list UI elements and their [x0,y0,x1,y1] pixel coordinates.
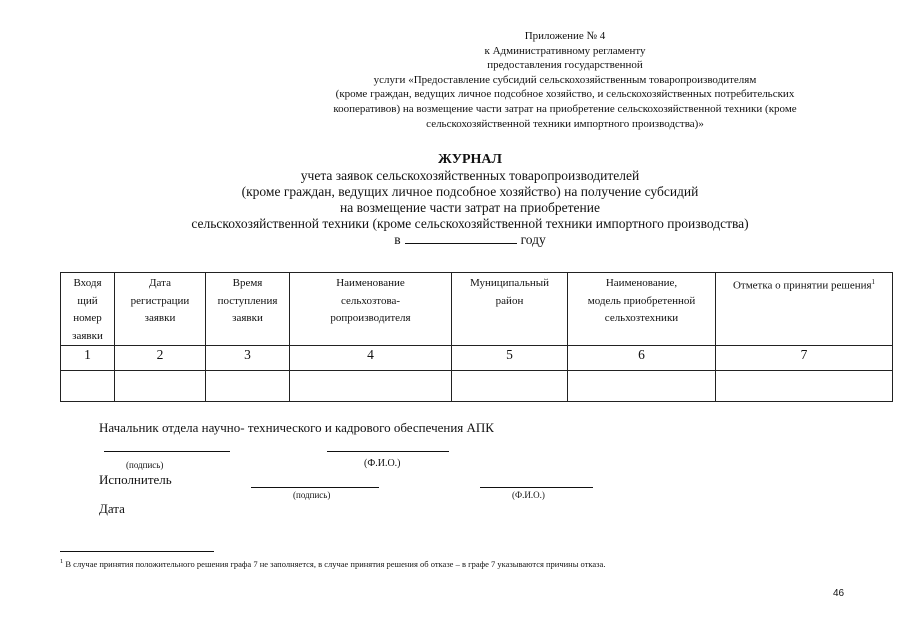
head-name-label: (Ф.И.О.) [364,458,401,469]
registration-table [60,272,893,402]
head-name-line[interactable] [327,451,449,452]
header-equipment-model: Наименование, модель приобретенной сельхозтехники [568,273,716,346]
date-label: Дата [99,501,125,516]
empty-cell[interactable] [568,371,716,402]
appendix-line: кооперативов) на возмещение части затрат на приобретение сельскохозяйственной техники (кроме [333,102,797,115]
journal-subtitle-line: (кроме граждан, ведущих личное подсобное хозяйство) на получение субсидий [241,184,699,199]
appendix-header [280,29,850,131]
executor-signature-line[interactable] [251,487,379,488]
appendix-line: Приложение № 4 [524,30,606,42]
page-number: 46 [833,588,845,599]
executor-name-label: (Ф.И.О.) [512,490,545,500]
table-empty-row [61,371,893,402]
empty-cell[interactable] [206,371,290,402]
executor-label: Исполнитель [99,472,172,487]
year-prefix: в [394,232,401,247]
executor-signature-label: (подпись) [293,490,331,500]
appendix-line: предоставления государственной [487,59,643,72]
footnote-divider [60,551,214,552]
header-decision-mark: Отметка о принятии решения$^1$ [716,273,893,346]
appendix-line: сельскохозяйственной техники импортного производства)» [426,117,704,130]
empty-cell[interactable] [290,371,452,402]
header-producer-name: Наименование сельхозтова- ропроизводителя [290,273,452,346]
appendix-line: услуги «Предоставление субсидий сельскохозяйственным товаропроизводителям [373,73,757,86]
empty-cell[interactable] [716,371,893,402]
appendix-line: (кроме граждан, ведущих личное подсобное хозяйство, и сельскохозяйственных потребительских [335,88,795,101]
column-number: 3 [206,346,290,371]
journal-subtitle-line: сельскохозяйственной техники (кроме сельскохозяйственной техники импортного производства) [191,216,749,231]
journal-title-block [150,152,790,248]
year-blank-field[interactable] [405,232,517,244]
footnote-text: В случае принятия положительного решения графа 7 не заполняется, в случае принятия решения об отказе – в графе 7 указываются причины отказа. [65,558,606,569]
journal-title: ЖУРНАЛ [438,152,502,167]
header-incoming-number: Входя щий номер заявки [61,273,115,346]
head-signature-label: (подпись) [126,460,164,470]
table-number-row [61,346,893,371]
journal-subtitle-line: учета заявок сельскохозяйственных товаропроизводителей [300,168,640,183]
empty-cell[interactable] [115,371,206,402]
column-number: 1 [61,346,115,371]
head-signature-line[interactable] [104,451,230,452]
column-number: 4 [290,346,452,371]
journal-subtitle-line: на возмещение части затрат на приобретение [340,200,600,215]
footnote-mark: 1 [60,558,64,565]
column-number: 6 [568,346,716,371]
header-registration-date: Дата регистрации заявки [115,273,206,346]
head-title: Начальник отдела научно- технического и кадрового обеспечения АПК [99,420,494,435]
column-number: 2 [115,346,206,371]
footnote-ref: 1 [871,278,876,286]
appendix-line: к Административному регламенту [484,44,646,57]
executor-name-line[interactable] [480,487,593,488]
empty-cell[interactable] [452,371,568,402]
column-number: 5 [452,346,568,371]
table-header-row [61,273,893,346]
footnote [60,558,605,569]
header-municipal-district: Муниципальный район [452,273,568,346]
header-receipt-time: Время поступления заявки [206,273,290,346]
empty-cell[interactable] [61,371,115,402]
column-number: 7 [716,346,893,371]
year-suffix: году [520,232,546,247]
year-line [150,232,790,248]
